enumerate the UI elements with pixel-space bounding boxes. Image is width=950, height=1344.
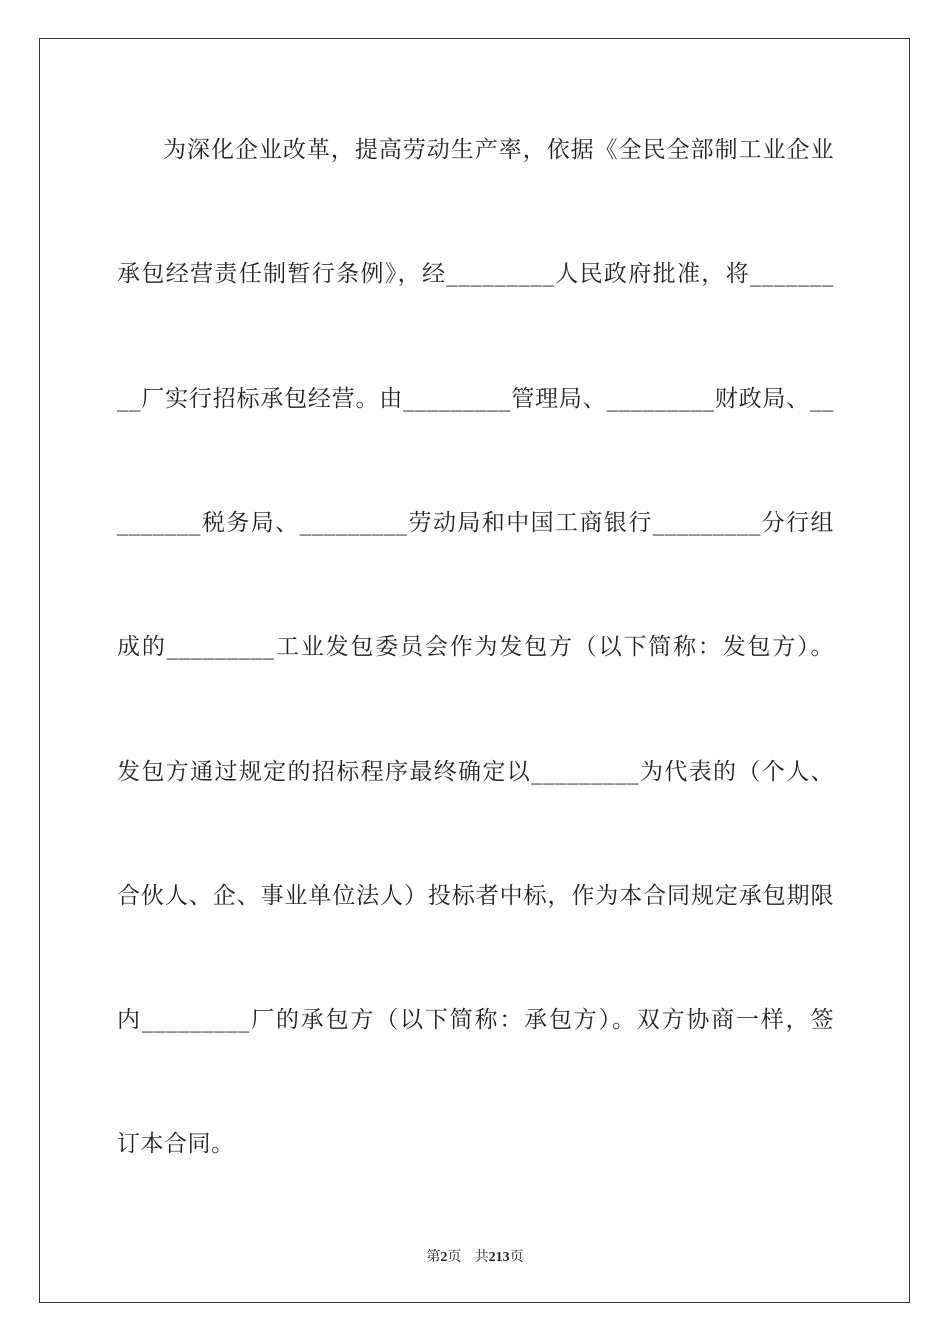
paragraph-line-1: 为深化企业改革，提高劳动生产率，依据《全民全部制工业企业 xyxy=(163,137,834,163)
paragraph-line-4: _______税务局、_________劳动局和中国工商银行_________分行组 xyxy=(117,510,834,536)
paragraph-line-6: 发包方通过规定的招标程序最终确定以_________为代表的（个人、 xyxy=(117,759,834,785)
footer-total-prefix: 共 xyxy=(474,1250,489,1265)
paragraph-line-3: __厂实行招标承包经营。由_________管理局、_________财政局、__ xyxy=(117,386,834,412)
paragraph-line-7: 合伙人、企、事业单位法人）投标者中标，作为本合同规定承包期限 xyxy=(117,883,834,909)
paragraph-line-2: 承包经营责任制暂行条例》，经_________人民政府批准，将_______ xyxy=(117,261,834,287)
paragraph-line-5: 成的_________工业发包委员会作为发包方（以下简称：发包方）。 xyxy=(117,634,834,660)
footer-page-prefix: 第 xyxy=(426,1250,441,1265)
paragraph-line-8: 内_________厂的承包方（以下简称：承包方）。双方协商一样，签 xyxy=(117,1007,834,1033)
paragraph-line-9: 订本合同。 xyxy=(117,1131,235,1157)
footer-total-suffix: 页 xyxy=(509,1250,524,1265)
page-footer xyxy=(0,1246,950,1266)
footer-page-number: 2 xyxy=(440,1250,448,1265)
page-frame xyxy=(39,38,910,1303)
footer-total-pages: 213 xyxy=(488,1250,510,1265)
footer-page-suffix: 页 xyxy=(447,1250,462,1265)
